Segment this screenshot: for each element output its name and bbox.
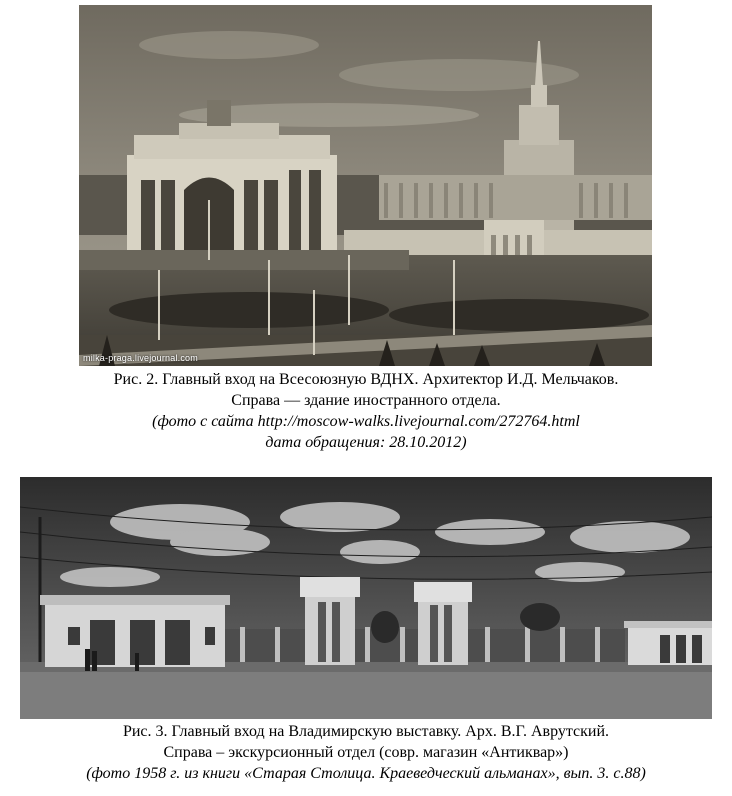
photo-watermark: milka-praga.livejournal.com [83, 353, 198, 363]
photo-vdnh-drawing [79, 5, 652, 366]
figure-caption-2 [0, 369, 732, 453]
caption-line: Рис. 3. Главный вход на Владимирскую выставку. Арх. В.Г. Аврутский. [122, 723, 610, 740]
figure-caption-3 [0, 721, 732, 784]
caption-line: Рис. 2. Главный вход на Всесоюзную ВДНХ. Архитектор И.Д. Мельчаков. [113, 371, 619, 388]
photo-vladimir-drawing [20, 477, 712, 719]
caption-source-date: дата обращения: 28.10.2012) [265, 434, 467, 451]
caption-source-line: (фото с сайта http://moscow-walks.livejournal.com/272764.html [152, 413, 580, 430]
caption-line: Справа — здание иностранного отдела. [231, 392, 501, 409]
caption-line: Справа – экскурсионный отдел (совр. магазин «Антиквар») [163, 744, 569, 761]
photo-vladimir-exhibition-entrance [20, 477, 712, 719]
photo-vdnh-main-entrance [79, 5, 652, 366]
caption-source-line: (фото 1958 г. из книги «Старая Столица. Краеведческий альманах», вып. 3. с.88) [86, 765, 646, 782]
